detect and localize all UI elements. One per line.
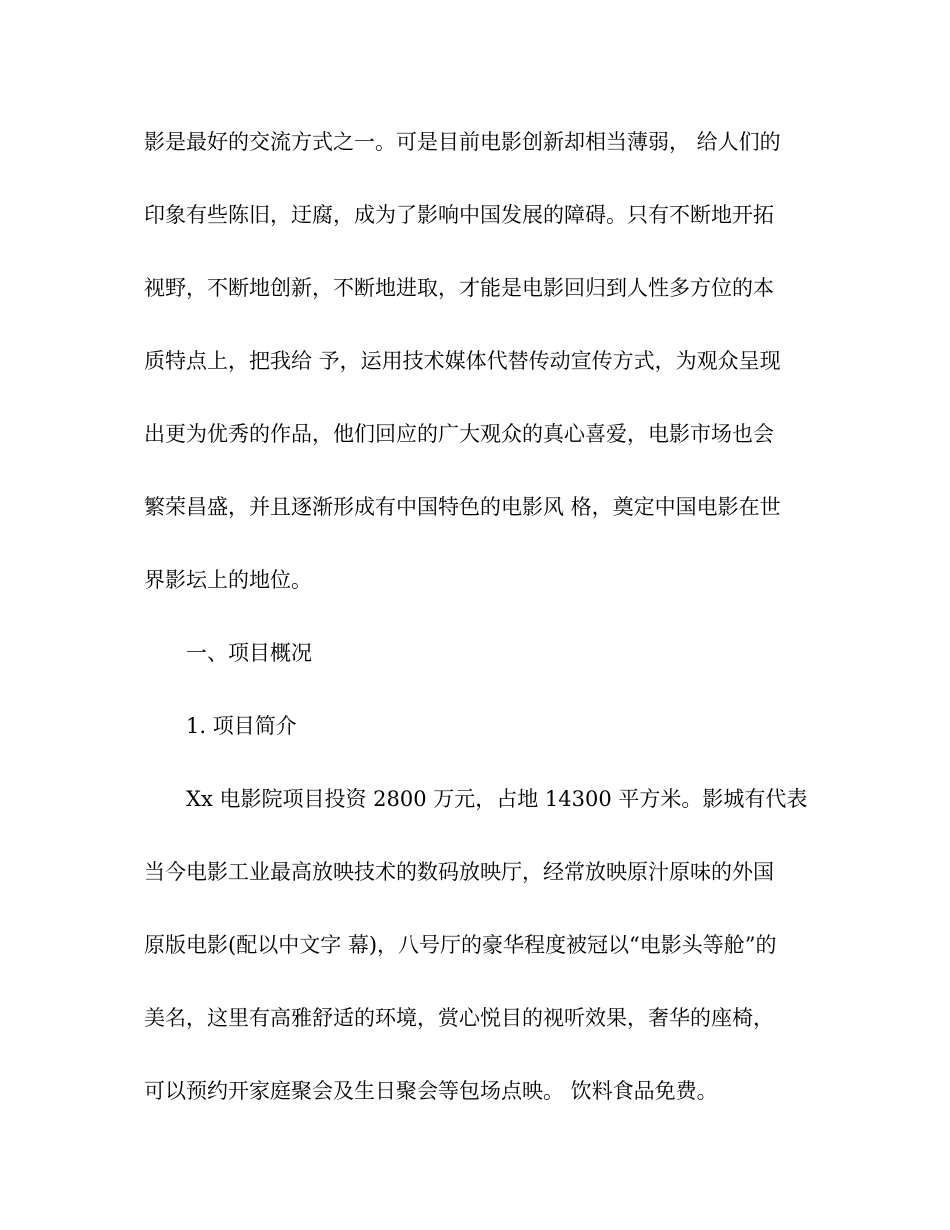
paragraph-line: 当今电影工业最高放映技术的数码放映厅，经常放映原汁原味的外国 (144, 860, 774, 884)
paragraph-line: 质特点上，把我给 予，运用技术媒体代替传动宣传方式，为观众呈现 (144, 349, 781, 373)
subsection-heading: 1. 项目简介 (186, 714, 297, 738)
paragraph-line: 繁荣昌盛，并且逐渐形成有中国特色的电影风 格，奠定中国电影在世 (144, 495, 781, 519)
paragraph-line: 视野，不断地创新，不断地进取，才能是电影回归到人性多方位的本 (144, 276, 774, 300)
section-heading: 一、项目概况 (186, 641, 312, 665)
paragraph-line: Xx 电影院项目投资 2800 万元，占地 14300 平方米。影城有代表 (186, 787, 808, 811)
paragraph-line: 可以预约开家庭聚会及生日聚会等包场点映。 饮料食品免费。 (144, 1079, 718, 1103)
paragraph-line: 界影坛上的地位。 (144, 568, 312, 592)
paragraph-line: 美名，这里有高雅舒适的环境，赏心悦目的视听效果，奢华的座椅， (144, 1006, 774, 1030)
paragraph-line: 原版电影(配以中文字 幕)，八号厅的豪华程度被冠以“电影头等舱”的 (144, 933, 777, 957)
paragraph-line: 影是最好的交流方式之一。可是目前电影创新却相当薄弱， 给人们的 (144, 130, 781, 154)
paragraph-line: 出更为优秀的作品，他们回应的广大观众的真心喜爱，电影市场也会 (144, 422, 774, 446)
paragraph-line: 印象有些陈旧，迂腐，成为了影响中国发展的障碍。只有不断地开拓 (144, 203, 774, 227)
